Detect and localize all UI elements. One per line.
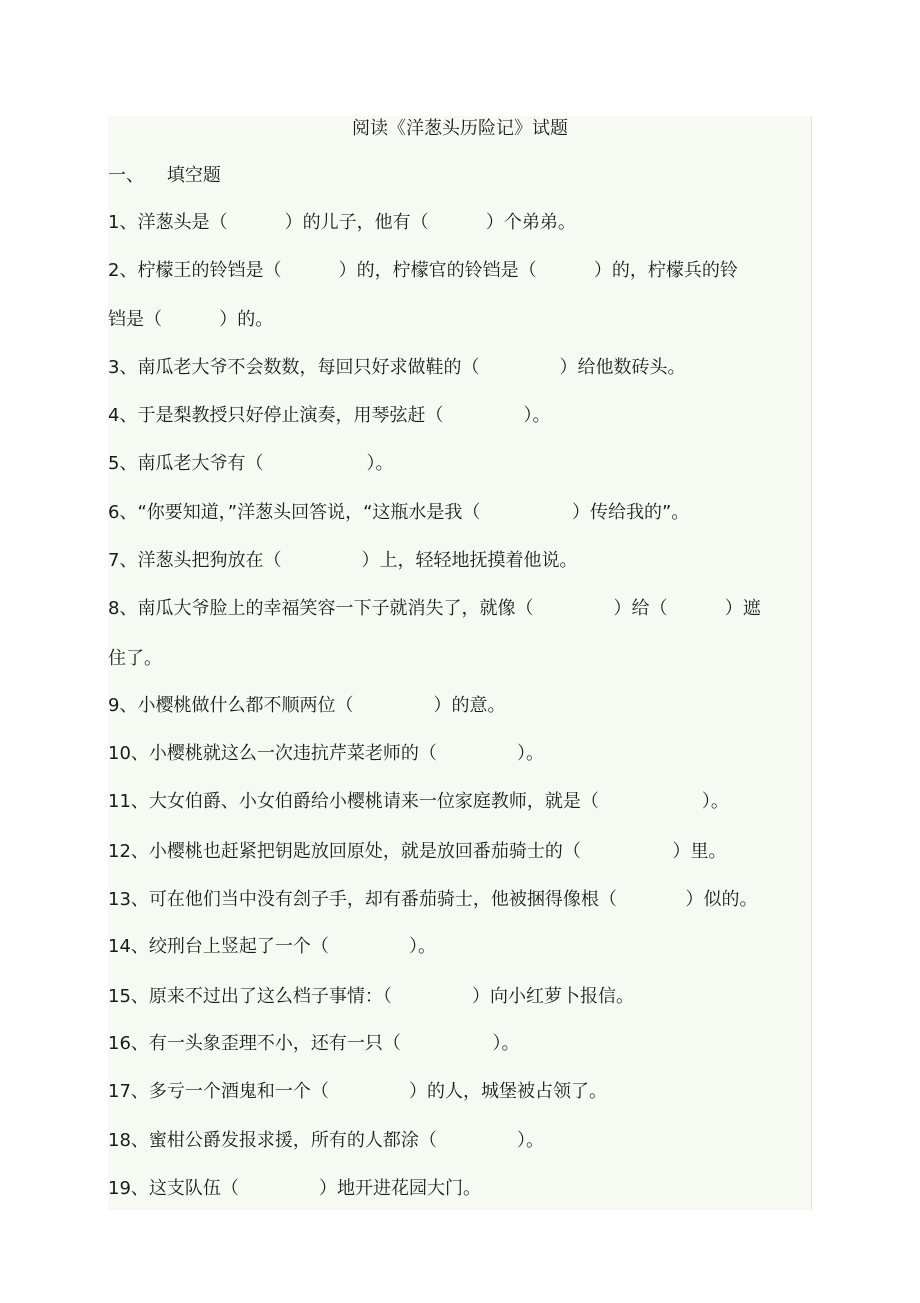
section-heading: 一、 填空题 xyxy=(108,165,221,186)
question-line: 18、蜜柑公爵发报求援，所有的人都涂（ ）。 xyxy=(108,1130,545,1151)
question-line: 住了。 xyxy=(108,648,162,669)
question-line: 1、洋葱头是（ ）的儿子，他有（ ）个弟弟。 xyxy=(108,212,576,233)
question-line: 5、南瓜老大爷有（ ）。 xyxy=(108,453,394,474)
document-title: 阅读《洋葱头历险记》试题 xyxy=(352,118,568,139)
question-line: 17、多亏一个酒鬼和一个（ ）的人，城堡被占领了。 xyxy=(108,1081,608,1102)
question-line: 2、柠檬王的铃铛是（ ）的，柠檬官的铃铛是（ ）的，柠檬兵的铃 xyxy=(108,260,738,281)
question-line: 12、小樱桃也赶紧把钥匙放回原处，就是放回番茄骑士的（ ）里。 xyxy=(108,841,727,862)
question-line: 15、原来不过出了这么档子事情：（ ）向小红萝卜报信。 xyxy=(108,986,635,1007)
question-line: 11、大女伯爵、小女伯爵给小樱桃请来一位家庭教师，就是（ ）。 xyxy=(108,791,729,812)
question-line: 铛是（ ）的。 xyxy=(108,309,274,330)
question-line: 10、小樱桃就这么一次违抗芹菜老师的（ ）。 xyxy=(108,743,545,764)
question-line: 14、绞刑台上竖起了一个（ ）。 xyxy=(108,936,437,957)
question-line: 8、南瓜大爷脸上的幸福笑容一下子就消失了，就像（ ）给（ ）遮 xyxy=(108,598,761,619)
question-line: 13、可在他们当中没有刽子手，却有番茄骑士，他被捆得像根（ ）似的。 xyxy=(108,889,758,910)
question-line: 19、这支队伍（ ）地开进花园大门。 xyxy=(108,1178,482,1199)
question-line: 7、洋葱头把狗放在（ ）上，轻轻地抚摸着他说。 xyxy=(108,550,578,571)
question-line: 16、有一头象歪理不小，还有一只（ ）。 xyxy=(108,1033,520,1054)
question-line: 6、“你要知道，”洋葱头回答说，“这瓶水是我（ ）传给我的”。 xyxy=(108,502,690,523)
question-line: 4、于是梨教授只好停止演奏，用琴弦赶（ ）。 xyxy=(108,405,551,426)
question-line: 9、小樱桃做什么都不顺两位（ ）的意。 xyxy=(108,695,506,716)
question-line: 3、南瓜老大爷不会数数，每回只好求做鞋的（ ）给他数砖头。 xyxy=(108,357,686,378)
